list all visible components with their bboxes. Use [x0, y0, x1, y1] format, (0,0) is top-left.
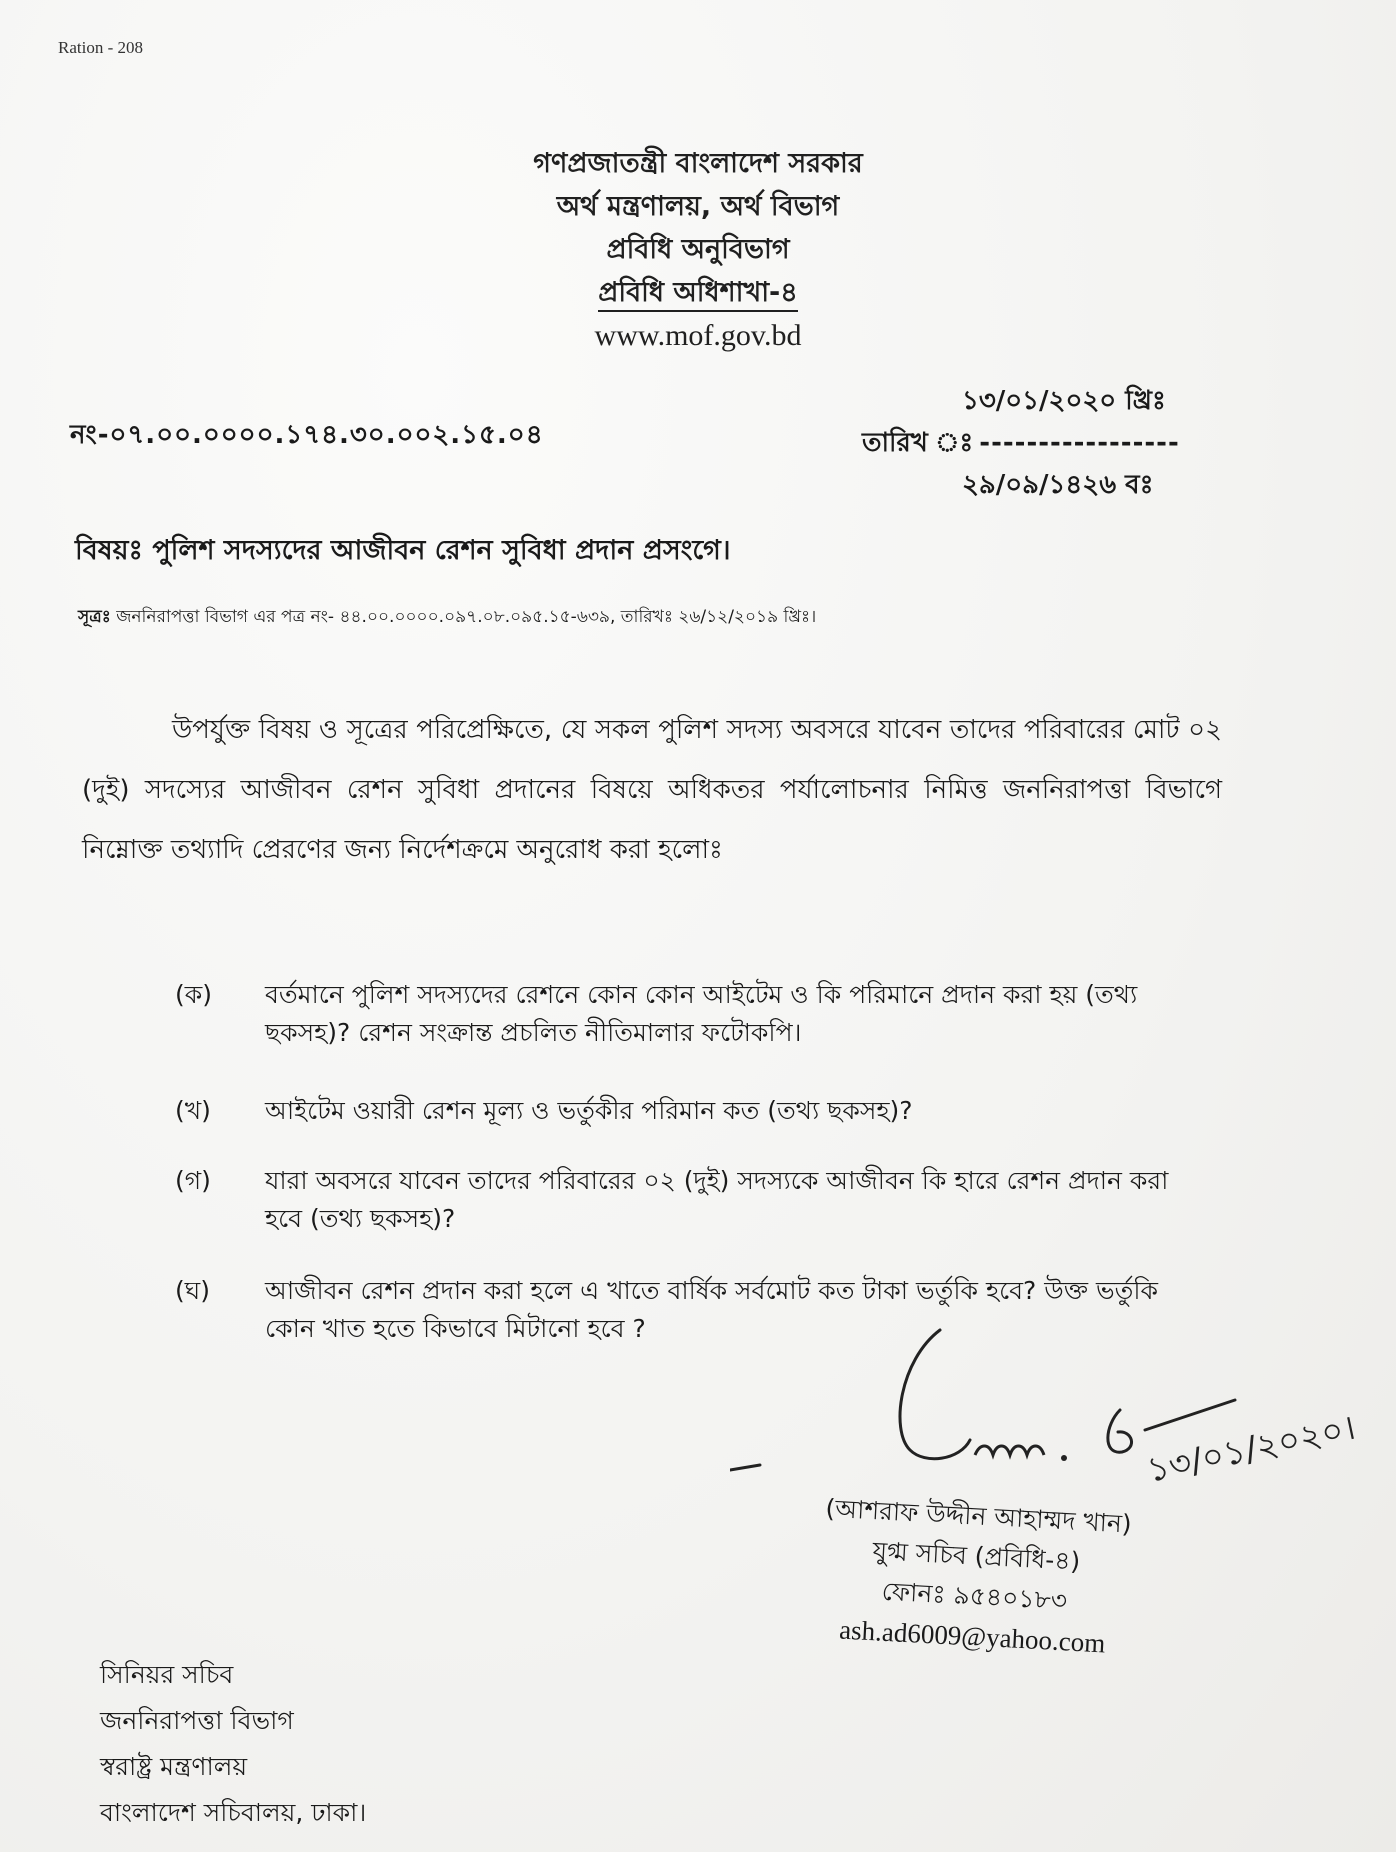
list-item-text: বর্তমানে পুলিশ সদস্যদের রেশনে কোন কোন আইটেম ও কি পরিমানে প্রদান করা হয় (তথ্য ছকসহ)? রেশন সংক্রান্ত প্রচলিত নীতিমালার ফটোকপি।	[265, 980, 1138, 1047]
signatory-email: ash.ad6009@yahoo.com	[838, 1614, 1107, 1659]
list-item	[175, 976, 1235, 1056]
branch-name-text: প্রবিধি অধিশাখা-৪	[598, 277, 798, 312]
handwritten-signature-mark	[730, 1320, 1370, 1500]
wing-name: প্রবিধি অনুবিভাগ	[606, 234, 790, 265]
subject-line: বিষয়ঃ পুলিশ সদস্যদের আজীবন রেশন সুবিধা প্রদান প্রসংগে।	[75, 535, 731, 566]
list-item	[175, 1092, 1235, 1136]
date-label: তারিখ ঃ	[862, 428, 974, 458]
list-item-marker: (ঘ)	[175, 1276, 210, 1305]
memo-number: নং-০৭.০০.০০০০.১৭৪.৩০.০০২.১৫.০৪	[70, 420, 544, 450]
recipient-location: বাংলাদেশ সচিবালয়, ঢাকা।	[100, 1798, 367, 1827]
date-label-row	[862, 422, 1180, 464]
list-item-text: আইটেম ওয়ারী রেশন মূল্য ও ভর্তুকীর পরিমান কত (তথ্য ছকসহ)?	[265, 1096, 913, 1125]
government-name: গণপ্রজাতন্ত্রী বাংলাদেশ সরকার	[533, 148, 863, 179]
gregorian-date: ১৩/০১/২০২০ খ্রিঃ	[962, 386, 1166, 416]
reference-line	[78, 604, 816, 632]
recipient-division: জননিরাপত্তা বিভাগ	[100, 1706, 294, 1735]
signatory-designation: যুগ্ম সচিব (প্রবিধি-৪)	[871, 1536, 1082, 1576]
bengali-date: ২৯/০৯/১৪২৬ বঃ	[962, 470, 1154, 500]
reference-text: জননিরাপত্তা বিভাগ এর পত্র নং- ৪৪.০০.০০০০.০৯৭.০৮.০৯৫.১৫-৬৩৯, তারিখঃ ২৬/১২/২০১৯ খ্রিঃ।	[116, 607, 817, 627]
body-paragraph: উপর্যুক্ত বিষয় ও সূত্রের পরিপ্রেক্ষিতে, যে সকল পুলিশ সদস্য অবসরে যাবেন তাদের পরিবারের মোট ০২ (দুই) সদস্যের আজীবন রেশন সুবিধা প্রদানের বিষয়ে অধিকতর পর্যালোচনার নিমিত্ত জননিরাপত্তা বিভাগে নিম্নোক্ত তথ্যাদি প্রেরণের জন্য নির্দেশক্রমে অনুরোধ করা হলোঃ	[82, 715, 1222, 865]
date-divider: -----------------	[979, 428, 1180, 458]
website: www.mof.gov.bd	[594, 319, 802, 352]
list-item-text: যারা অবসরে যাবেন তাদের পরিবারের ০২ (দুই) সদস্যকে আজীবন কি হারে রেশন প্রদান করা হবে (তথ্য ছকসহ)?	[265, 1166, 1169, 1233]
handwritten-date: ১৩/০১/২০২০।	[1143, 1407, 1360, 1491]
list-item	[175, 1162, 1235, 1242]
signatory-block	[692, 1482, 1260, 1671]
reference-label: সূত্রঃ	[78, 607, 111, 627]
list-item-text: আজীবন রেশন প্রদান করা হলে এ খাতে বার্ষিক সর্বমোট কত টাকা ভর্তুকি হবে? উক্ত ভর্তুকি কোন খাত হতে কিভাবে মিটানো হবে ?	[265, 1276, 1158, 1343]
ministry-name: অর্থ মন্ত্রণালয়, অর্থ বিভাগ	[556, 191, 840, 222]
letterhead	[0, 142, 1396, 357]
recipient-ministry: স্বরাষ্ট্র মন্ত্রণালয়	[100, 1752, 248, 1781]
signatory-phone: ফোনঃ ৯৫৪০১৮৩	[881, 1576, 1068, 1616]
list-item-marker: (গ)	[175, 1166, 211, 1195]
signatory-name: (আশরাফ উদ্দীন আহাম্মদ খান)	[824, 1493, 1133, 1539]
recipient-title: সিনিয়র সচিব	[100, 1660, 234, 1689]
recipient-address	[100, 1652, 366, 1836]
branch-name	[0, 271, 1396, 314]
list-item-marker: (খ)	[175, 1096, 211, 1125]
date-block	[862, 380, 1180, 506]
file-reference-note: Ration - 208	[58, 38, 143, 57]
list-item-marker: (ক)	[175, 980, 212, 1009]
